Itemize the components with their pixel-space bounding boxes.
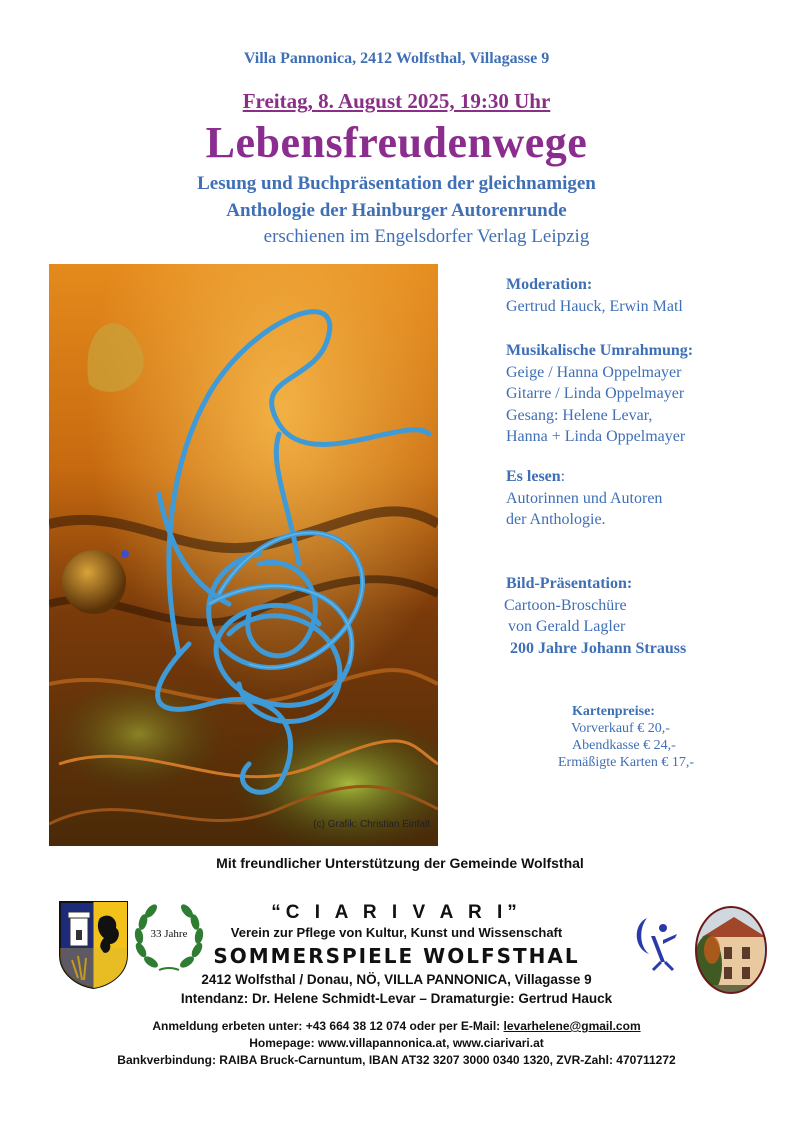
email-link[interactable]: levarhelene@gmail.com xyxy=(503,1019,641,1033)
presentation-line: Cartoon-Broschüre xyxy=(504,596,627,614)
presentation-strauss: 200 Jahre Johann Strauss xyxy=(510,639,687,657)
music-line: Hanna + Linda Oppelmayer xyxy=(506,428,686,445)
festival-name: SOMMERSPIELE WOLFSTHAL xyxy=(213,944,580,968)
anniversary-badge: 33 Jahre xyxy=(150,928,188,940)
artwork-graphic xyxy=(49,264,438,846)
direction-line: Intendanz: Dr. Helene Schmidt-Levar – Dramaturgie: Gertrud Hauck xyxy=(180,991,613,1006)
presentation-line: von Gerald Lagler xyxy=(508,618,626,635)
subtitle-line-3: erschienen im Engelsdorfer Verlag Leipzig xyxy=(263,226,590,247)
music-line: Geige / Hanna Oppelmayer xyxy=(506,363,682,381)
tickets-block xyxy=(556,703,694,771)
presentation-heading: Bild-Präsentation: xyxy=(506,575,633,592)
music-line: Gesang: Helene Levar, xyxy=(506,406,653,424)
presentation-block xyxy=(506,573,686,659)
subtitle-line-1: Lesung und Buchpräsentation der gleichnamigen xyxy=(197,173,596,194)
music-heading: Musikalische Umrahmung: xyxy=(506,342,694,359)
ticket-presale: Vorverkauf € 20,- xyxy=(571,721,670,736)
ticket-evening: Abendkasse € 24,- xyxy=(572,738,676,753)
bank-line: Bankverbindung: RAIBA Bruck-Carnuntum, IBAN AT32 3207 3000 0340 1320, ZVR-Zahl: 470711272 xyxy=(117,1053,676,1067)
moderation-heading: Moderation: xyxy=(506,276,593,293)
moderation-names: Gertrud Hauck, Erwin Matl xyxy=(506,297,683,315)
readers-heading: Es lesen xyxy=(506,468,561,485)
event-date: Freitag, 8. August 2025, 19:30 Uhr xyxy=(242,89,551,113)
artwork-image xyxy=(49,264,438,846)
artwork-credit: (c) Grafik: Christian Einfalt xyxy=(313,819,430,830)
org-address: 2412 Wolfsthal / Donau, NÖ, VILLA PANNONICA, Villagasse 9 xyxy=(201,972,592,987)
readers-colon: : xyxy=(560,468,566,485)
venue-line: Villa Pannonica, 2412 Wolfsthal, Villagasse 9 xyxy=(243,50,550,67)
tickets-heading: Kartenpreise: xyxy=(572,704,655,719)
org-description: Verein zur Pflege von Kultur, Kunst und Wissenschaft xyxy=(230,925,563,940)
ticket-reduced: Ermäßigte Karten € 17,- xyxy=(558,755,695,770)
music-line: Gitarre / Linda Oppelmayer xyxy=(506,385,685,402)
music-block xyxy=(506,340,693,448)
org-name: “C I A R I V A R I” xyxy=(271,902,522,923)
readers-line: der Anthologie. xyxy=(506,511,606,528)
registration-line xyxy=(0,1019,793,1033)
moderation-block xyxy=(506,274,683,317)
support-line: Mit freundlicher Unterstützung der Gemeinde Wolfsthal xyxy=(216,855,584,871)
readers-block xyxy=(506,466,662,531)
subtitle-line-2: Anthologie der Hainburger Autorenrunde xyxy=(226,200,567,221)
event-title: Lebensfreudenwege xyxy=(205,118,588,167)
registration-text: Anmeldung erbeten unter: +43 664 38 12 074 oder per E-Mail: xyxy=(152,1019,504,1033)
homepage-line[interactable]: Homepage: www.villapannonica.at, www.ciarivari.at xyxy=(249,1036,544,1050)
readers-line: Autorinnen und Autoren xyxy=(506,489,663,507)
